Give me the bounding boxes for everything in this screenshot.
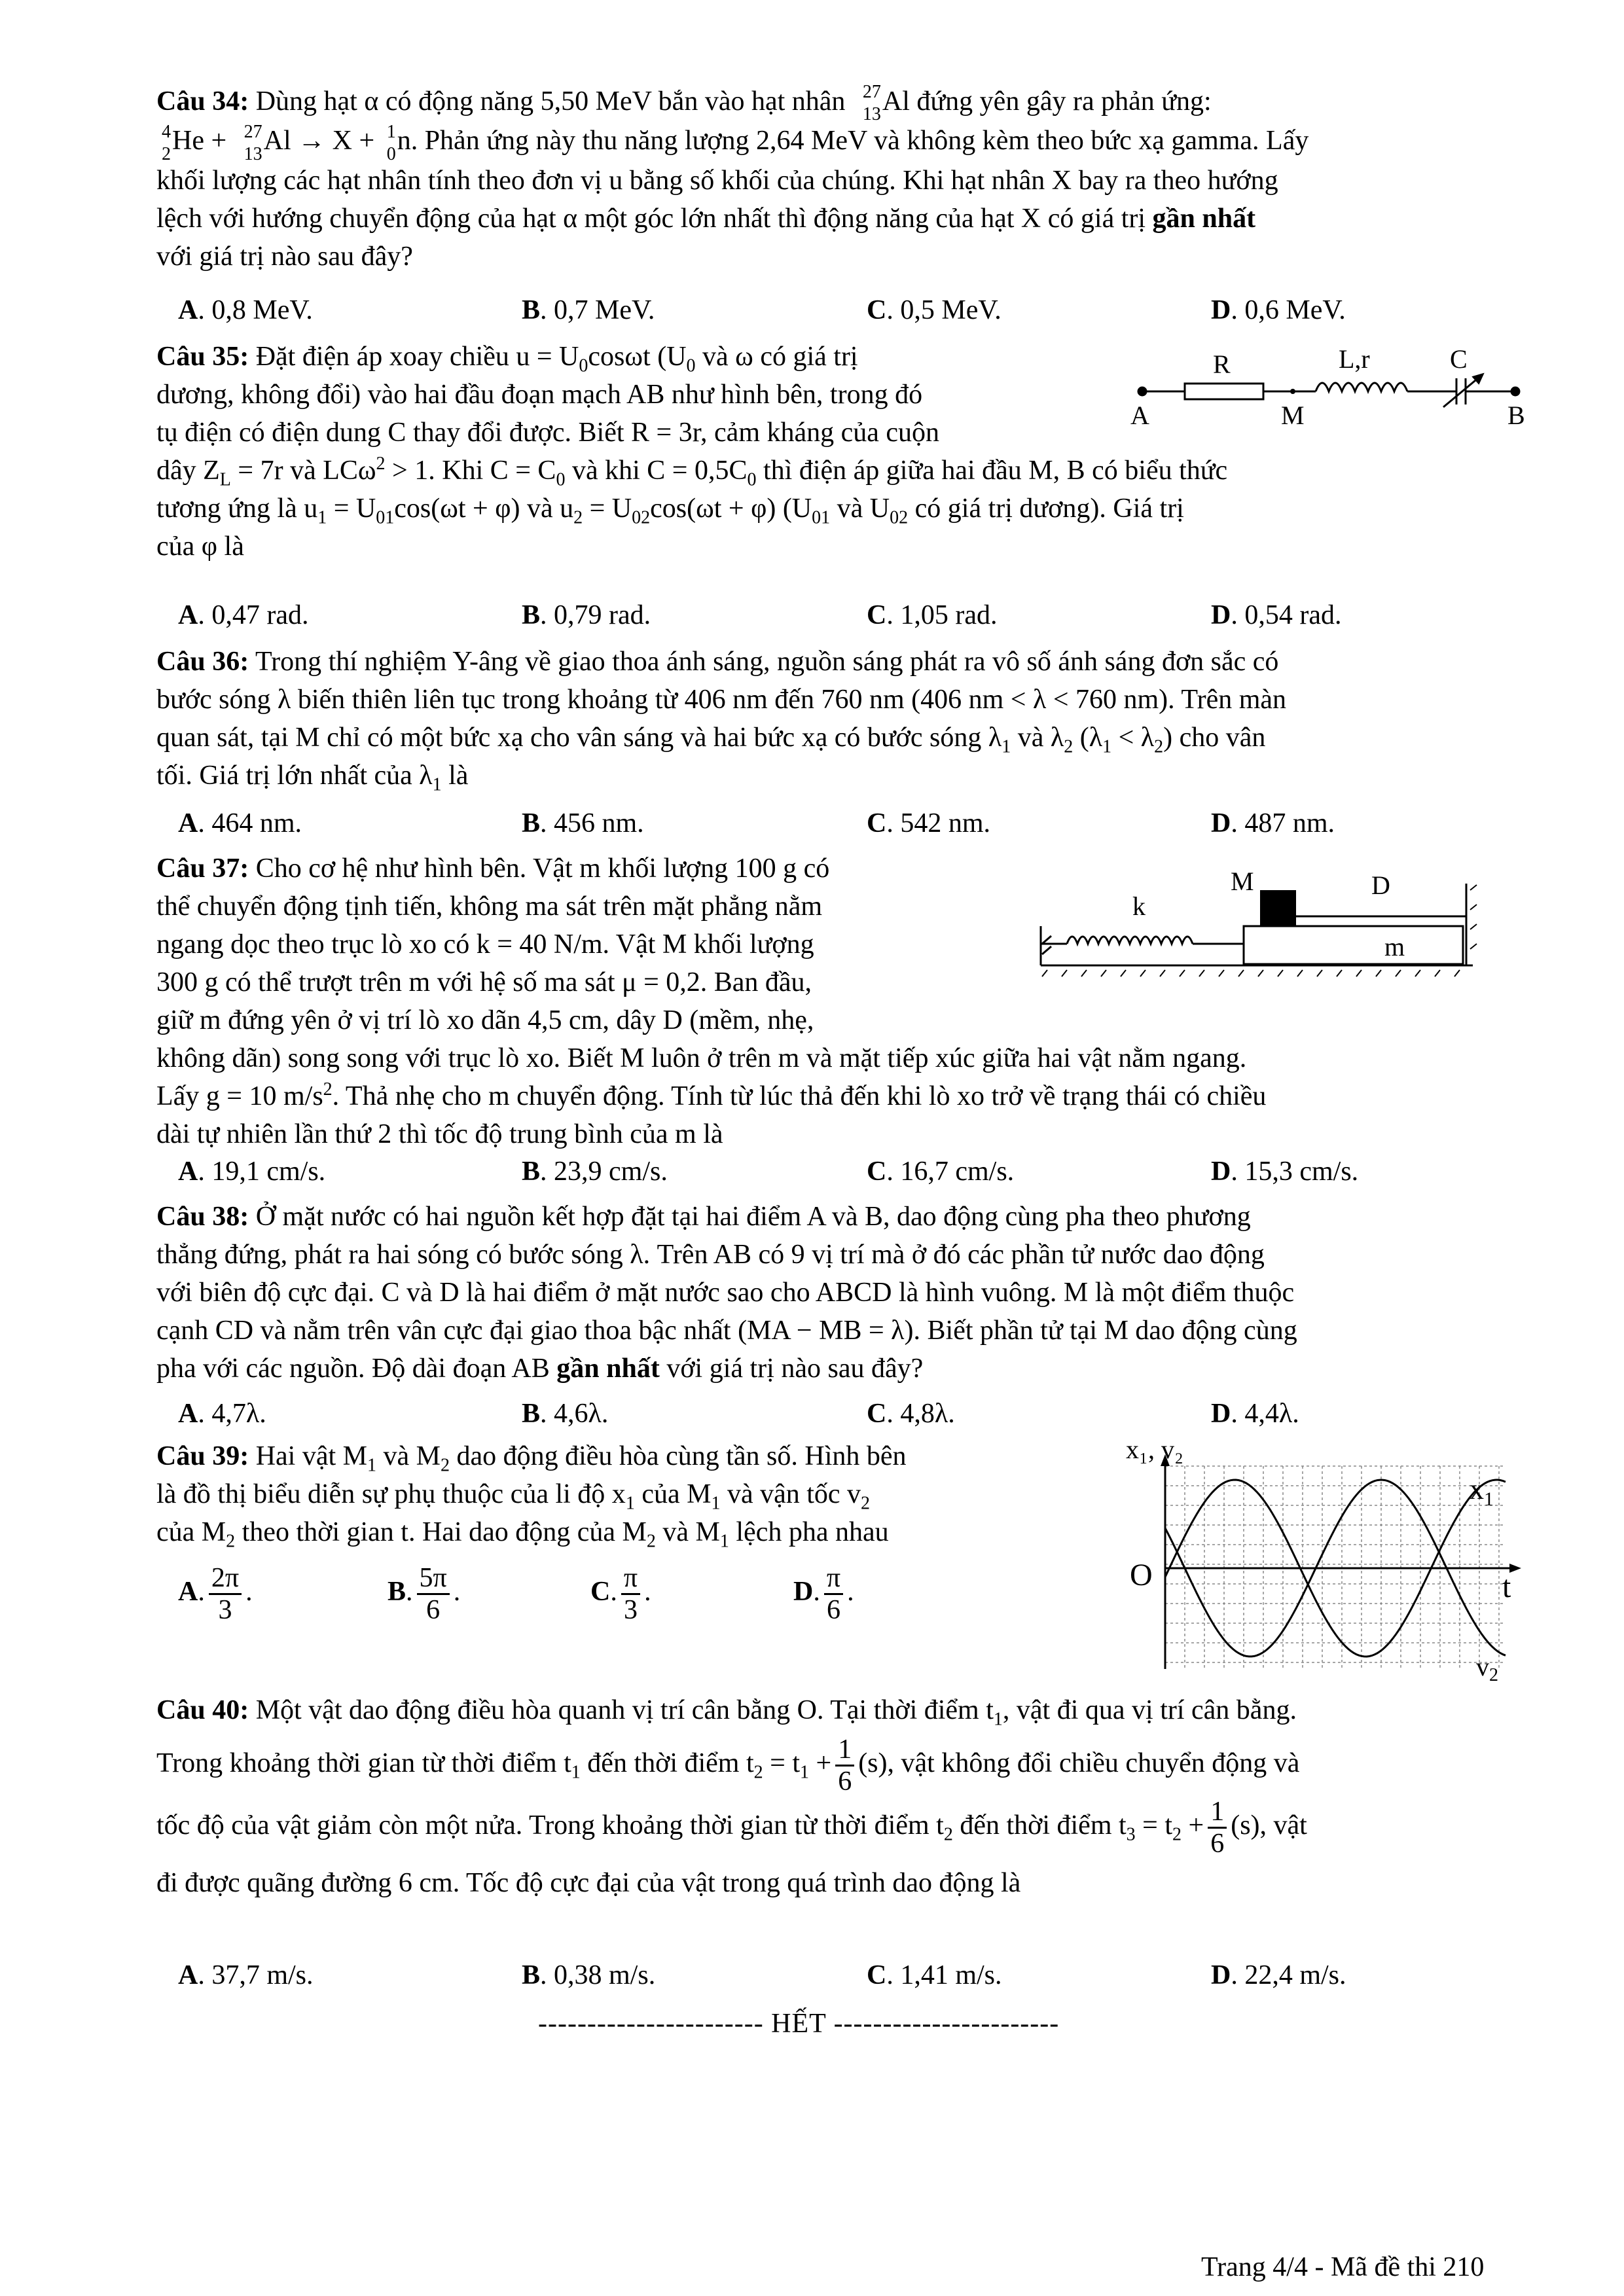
question-label: Câu 34: <box>156 86 249 117</box>
option-d[interactable]: D. 0,6 MeV. <box>1211 295 1346 325</box>
label-d: D <box>1371 870 1390 900</box>
option-c[interactable]: C. 0,5 MeV. <box>867 295 1001 325</box>
spring-block-diagram <box>1028 864 1479 982</box>
option-d[interactable]: D. $\frac{\pi}{6}$ . <box>793 1563 854 1625</box>
option-b[interactable]: B. 0,7 MeV. <box>522 295 655 325</box>
label-r: R <box>1213 350 1231 379</box>
option-a[interactable]: A. 0,47 rad. <box>178 600 309 630</box>
answer-options <box>178 1395 1526 1432</box>
question-label: Câu 40: <box>156 1695 249 1725</box>
oscillation-graph <box>1126 1440 1532 1689</box>
option-b[interactable]: B. 23,9 cm/s. <box>522 1157 668 1187</box>
option-a[interactable]: A. $\frac{2\pi}{3}$ . <box>178 1563 253 1625</box>
t-label: t <box>1502 1570 1511 1604</box>
option-b[interactable]: B. $\frac{5\pi}{6}$ . <box>388 1563 461 1625</box>
answer-options <box>178 597 1526 634</box>
option-d[interactable]: D. 0,54 rad. <box>1211 600 1342 630</box>
label-k: k <box>1132 891 1146 921</box>
v2-label: $v_2$ <box>1476 1652 1498 1685</box>
option-a[interactable]: A. 0,8 MeV. <box>178 295 313 325</box>
x1-label: $x_1$ <box>1470 1473 1494 1510</box>
nuclide-al: 27 13 <box>862 82 881 125</box>
question-label: Câu 36: <box>156 647 249 677</box>
answer-options <box>178 292 1526 329</box>
option-c[interactable]: C. $\frac{\pi}{3}$ . <box>590 1563 651 1625</box>
label-small-m: m <box>1384 932 1405 961</box>
answer-options <box>178 1563 1029 1641</box>
question-36: Câu 36: Trong thí nghiệm Y-âng về giao thoa ánh sáng, nguồn sáng phát ra vô số ánh sáng đơn sắc có bước sóng λ biến thiên liên tục trong khoảng từ 406 nm đến 760 nm (406 nm < λ < 760 nm). Trên màn quan sát, tại M chỉ có một bức xạ cho vân sáng và hai bức xạ có bước sóng $\lambda_1$ và $\lambda_2$ $(\lambda_1 < \lambda_2)$ cho vân tối. Giá trị lớn nhất của $\lambda_1$ là <box>156 647 1287 795</box>
option-c[interactable]: C. 1,41 m/s. <box>867 1960 1002 1990</box>
end-marker: ----------------------- HẾT ----------------------- <box>538 2009 1060 2039</box>
option-a[interactable]: A. 464 nm. <box>178 808 302 838</box>
option-c[interactable]: C. 16,7 cm/s. <box>867 1157 1015 1187</box>
nuclide-he: 4 2 <box>162 121 171 164</box>
question-34: Câu 34: Dùng hạt α có động năng 5,50 MeV bắn vào hạt nhân 27 13 Al đứng yên gây ra phản ứng: 4 2 He + 27 13 Al → X + 1 0 n. Phản ứng này thu năng lượng 2,64 MeV và không kèm theo bức xạ gamma. Lấy khối lượng các hạt nhân tính theo đơn vị u bằng số khối của chúng. Khi hạt nhân X bay ra theo hướng lệch với hướng chuyển động của hạt α một góc lớn nhất thì động năng của hạt X có giá trị gần nhất với giá trị nào sau đây? <box>156 82 1309 272</box>
label-a: A <box>1130 401 1149 430</box>
label-b: B <box>1507 401 1525 430</box>
question-38: Câu 38: Ở mặt nước có hai nguồn kết hợp đặt tại hai điểm A và B, dao động cùng pha theo phương thẳng đứng, phát ra hai sóng có bước sóng λ. Trên AB có 9 vị trí mà ở đó các phần tử nước dao động với biên độ cực đại. C và D là hai điểm ở mặt nước sao cho ABCD là hình vuông. M là một điểm thuộc cạnh CD và nằm trên vân cực đại giao thoa bậc nhất (MA − MB = λ). Biết phần tử tại M dao động cùng pha với các nguồn. Độ dài đoạn AB gần nhất với giá trị nào sau đây? <box>156 1202 1297 1384</box>
option-a[interactable]: A. 19,1 cm/s. <box>178 1157 326 1187</box>
option-a[interactable]: A. 37,7 m/s. <box>178 1960 314 1990</box>
option-b[interactable]: B. 0,38 m/s. <box>522 1960 656 1990</box>
option-a[interactable]: A. 4,7λ. <box>178 1399 266 1429</box>
question-label: Câu 38: <box>156 1202 249 1232</box>
label-lr: L,r <box>1339 344 1370 374</box>
block-m-upper <box>1260 890 1296 926</box>
y-axis-label: x₁, v₂ <box>1126 1440 1183 1464</box>
question-label: Câu 35: <box>156 342 249 372</box>
option-d[interactable]: D. 15,3 cm/s. <box>1211 1157 1359 1187</box>
node-m <box>1290 389 1295 394</box>
option-c[interactable]: C. 1,05 rad. <box>867 600 998 630</box>
fraction-one-sixth: $\frac{1}{6}$ <box>835 1734 854 1797</box>
question-label: Câu 37: <box>156 853 249 884</box>
origin-label: O <box>1130 1558 1153 1592</box>
option-b[interactable]: B. 456 nm. <box>522 808 644 838</box>
question-39: Câu 39: Hai vật $M_1$ và $M_2$ dao động điều hòa cùng tần số. Hình bên là đồ thị biểu diễn sự phụ thuộc của li độ $x_1$ của $M_1$ và vận tốc $v_2$ của $M_2$ theo thời gian t. Hai dao động của $M_2$ và $M_1$ lệch pha nhau <box>156 1441 907 1552</box>
option-b[interactable]: B. 4,6λ. <box>522 1399 609 1429</box>
page-footer: Trang 4/4 - Mã đề thi 210 <box>1201 2252 1485 2282</box>
answer-options <box>178 805 1526 842</box>
option-c[interactable]: C. 4,8λ. <box>867 1399 955 1429</box>
question-35: Câu 35: Đặt điện áp xoay chiều $u = U_0\cos\omega t$ ($U_0$ và ω có giá trị dương, không đổi) vào hai đầu đoạn mạch AB như hình bên, trong đó tụ điện có điện dung C thay đổi được. Biết R = 3r, cảm kháng của cuộn dây $Z_L = 7r$ và LCω$^2$ > 1. Khi $C = C_0$ và khi $C = 0,5C_0$ thì điện áp giữa hai đầu M, B có biểu thức tương ứng là $u_1 = U_{01}\cos(\omega t + \varphi)$ và $u_2 = U_{02}\cos(\omega t + \varphi)$ ($U_{01}$ và $U_{02}$ có giá trị dương). Giá trị của φ là <box>156 342 1228 562</box>
option-d[interactable]: D. 487 nm. <box>1211 808 1335 838</box>
nuclide-al: 27 13 <box>244 121 262 164</box>
question-37: Câu 37: Cho cơ hệ như hình bên. Vật m khối lượng 100 g có thể chuyển động tịnh tiến, không ma sát trên mặt phẳng nằm ngang dọc theo trục lò xo có k = 40 N/m. Vật M khối lượng 300 g có thể trượt trên m với hệ số ma sát μ = 0,2. Ban đầu, giữ m đứng yên ở vị trí lò xo dãn 4,5 cm, dây D (mềm, nhẹ, không dãn) song song với trục lò xo. Biết M luôn ở trên m và mặt tiếp xúc giữa hai vật nằm ngang. Lấy g = 10 $m/s^2$. Thả nhẹ cho m chuyển động. Tính từ lúc thả đến khi lò xo trở về trạng thái có chiều dài tự nhiên lần thứ 2 thì tốc độ trung bình của m là <box>156 853 1267 1149</box>
option-b[interactable]: B. 0,79 rad. <box>522 600 651 630</box>
label-big-m: M <box>1231 867 1254 896</box>
circuit-diagram <box>1129 340 1535 439</box>
answer-options <box>178 1153 1526 1190</box>
answer-options <box>178 1957 1526 1994</box>
question-label: Câu 39: <box>156 1441 249 1471</box>
option-d[interactable]: D. 4,4λ. <box>1211 1399 1299 1429</box>
question-40: Câu 40: Một vật dao động điều hòa quanh vị trí cân bằng O. Tại thời điểm $t_1$, vật đi qua vị trí cân bằng. Trong khoảng thời gian từ thời điểm $t_1$ đến thời điểm $t_2 = t_1$ + $\frac{1}{6}$ (s), vật không đổi chiều chuyển động và tốc độ của vật giảm còn một nửa. Trong khoảng thời gian từ thời điểm $t_2$ đến thời điểm $t_3 = t_2$ + $\frac{1}{6}$ (s), vật đi được quãng đường 6 cm. Tốc độ cực đại của vật trong quá trình dao động là <box>156 1695 1307 1898</box>
nuclide-n: 1 0 <box>386 121 396 164</box>
label-m: M <box>1281 401 1305 430</box>
fraction-one-sixth: $\frac{1}{6}$ <box>1208 1797 1227 1859</box>
label-c: C <box>1450 344 1468 374</box>
option-d[interactable]: D. 22,4 m/s. <box>1211 1960 1346 1990</box>
option-c[interactable]: C. 542 nm. <box>867 808 991 838</box>
